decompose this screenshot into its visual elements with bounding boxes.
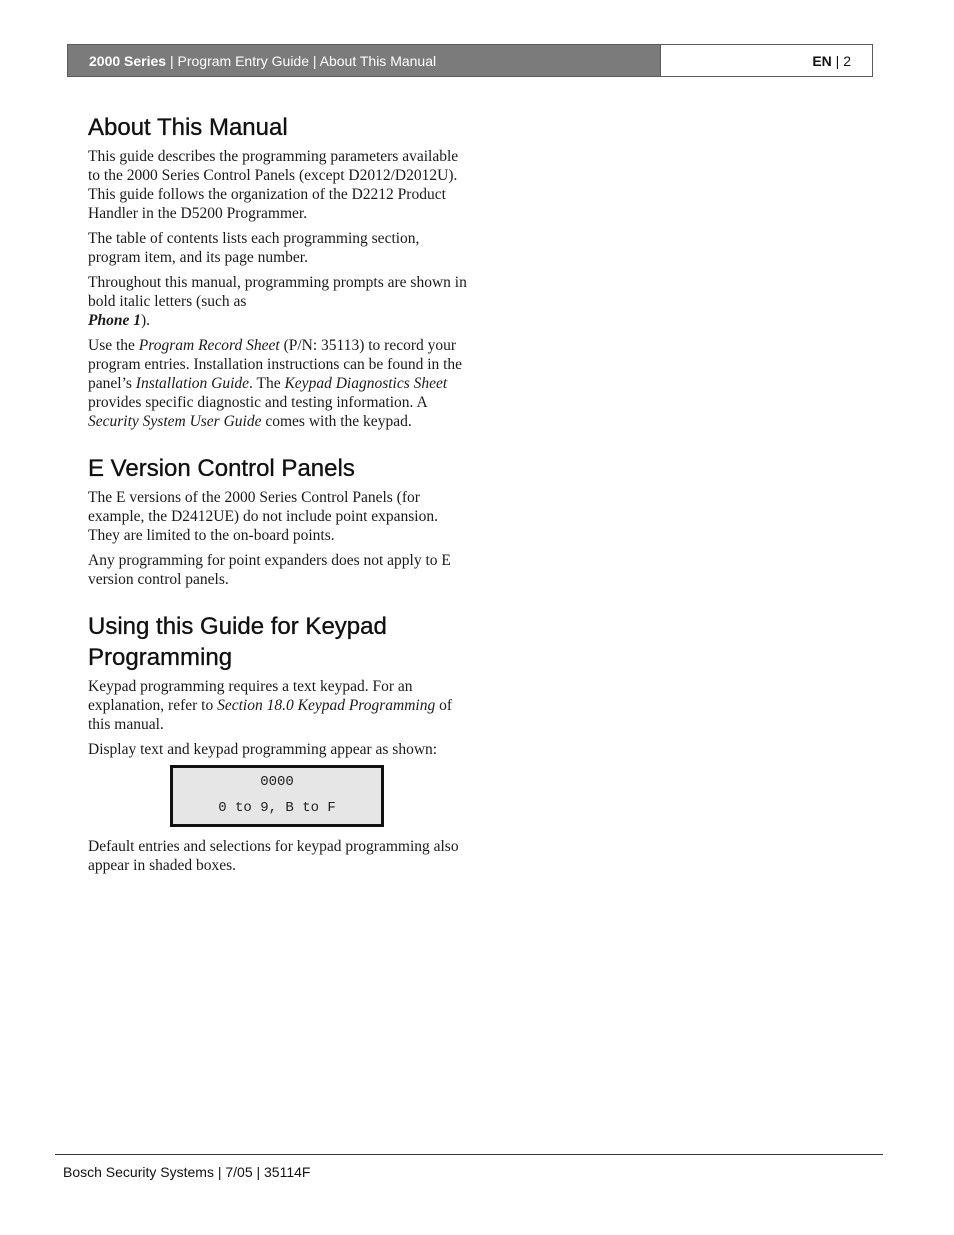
- header-guide-title: Program Entry Guide | About This Manual: [177, 52, 437, 69]
- about-paragraph-3: [88, 273, 468, 330]
- ref-security-system-user-guide: Security System User Guide: [88, 413, 262, 430]
- e-version-paragraph-1: The E versions of the 2000 Series Control Panels (for example, the D2412UE) do not include point expansion. They are limited to the on-board points.: [88, 489, 438, 544]
- header-series: 2000 Series: [89, 52, 167, 69]
- footer-divider: [55, 1154, 883, 1155]
- about-p4-e: . The: [249, 375, 285, 392]
- section-heading-keypad: Using this Guide for Keypad Programming: [88, 613, 387, 671]
- ref-section-18: Section 18.0 Keypad Programming: [217, 697, 436, 714]
- keypad-p1-a: Keypad programming requires a text keypad. For an explanation, refer to: [88, 678, 413, 714]
- about-paragraph-4: [88, 336, 468, 431]
- about-p4-c: (P/N: 35113) to record your program entries. Installation instructions can be found in the panel’s: [88, 337, 463, 392]
- header-page-separator: |: [831, 52, 844, 69]
- prompt-example: Phone 1: [88, 312, 141, 329]
- section-heading-about: About This Manual: [88, 114, 288, 141]
- header-page-info: [661, 45, 872, 76]
- e-version-paragraph-2: Any programming for point expanders does not apply to E version control panels.: [88, 552, 451, 588]
- section-keypad-programming: [88, 611, 468, 875]
- keypad-p1-c: of this manual.: [88, 697, 453, 733]
- about-p4-g: provides specific diagnostic and testing information. A: [88, 394, 427, 411]
- ref-keypad-diagnostics-sheet: Keypad Diagnostics Sheet: [284, 375, 448, 392]
- header-page-number: 2: [843, 52, 851, 69]
- header-title-bar: [68, 45, 661, 76]
- ref-installation-guide: Installation Guide: [135, 375, 250, 392]
- about-p3-text: Throughout this manual, programming prompts are shown in bold italic letters (such as: [88, 274, 467, 310]
- about-p4-i: comes with the keypad.: [261, 413, 412, 430]
- section-about: [88, 112, 468, 431]
- keypad-paragraph-2: Display text and keypad programming appear as shown:: [88, 741, 438, 758]
- section-heading-e-version: E Version Control Panels: [88, 455, 355, 482]
- keypad-display-line-2: 0 to 9, B to F: [218, 800, 336, 816]
- about-paragraph-2: The table of contents lists each programming section, program item, and its page number.: [88, 230, 420, 266]
- main-column: [88, 112, 468, 881]
- keypad-paragraph-1: [88, 677, 468, 734]
- about-paragraph-1: This guide describes the programming parameters available to the 2000 Series Control Panels (except D2012/D2012U). This guide follows the organization of the D2212 Product Handler in the D5200 Programmer.: [88, 148, 459, 222]
- page-header: [67, 44, 873, 77]
- ref-program-record-sheet: Program Record Sheet: [138, 337, 280, 354]
- about-p4-a: Use the: [88, 337, 139, 354]
- about-p3-end: ).: [140, 312, 151, 329]
- keypad-display-line-1: 0000: [260, 774, 294, 790]
- keypad-paragraph-3: Default entries and selections for keypad programming also appear in shaded boxes.: [88, 838, 459, 874]
- header-separator: |: [166, 52, 178, 69]
- section-e-version: [88, 453, 468, 589]
- page-footer: Bosch Security Systems | 7/05 | 35114F: [63, 1164, 311, 1180]
- keypad-display-example: [170, 765, 384, 827]
- header-language: EN: [812, 52, 832, 69]
